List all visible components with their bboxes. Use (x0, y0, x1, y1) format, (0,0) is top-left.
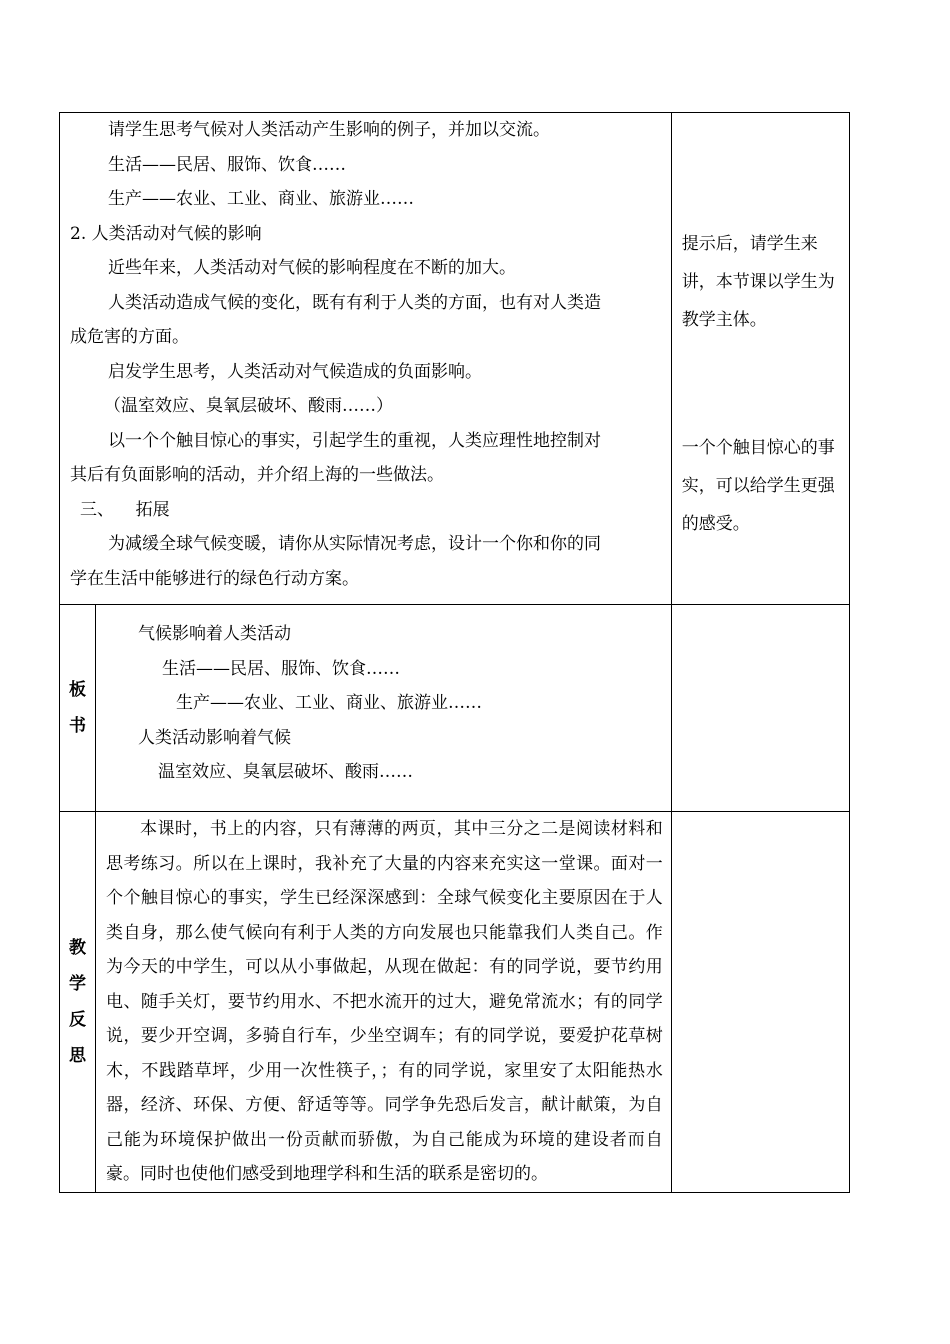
text-line: 成危害的方面。 (70, 327, 189, 347)
label-char: 板 (69, 680, 87, 700)
board-notes (671, 605, 849, 812)
text-line: 学在生活中能够进行的绿色行动方案。 (70, 568, 359, 589)
text-line: 生活——民居、服饰、饮食…… (108, 154, 346, 175)
text-line: 人类活动造成气候的变化，既有有利于人类的方面，也有对人类造 (108, 292, 601, 313)
label-char: 反 (69, 1009, 87, 1030)
board-row (60, 605, 850, 812)
label-char: 书 (69, 716, 87, 736)
label-char: 思 (69, 1045, 87, 1066)
text-line: 以一个个触目惊心的事实，引起学生的重视，人类应理性地控制对 (108, 430, 601, 451)
board-line: 温室效应、臭氧层破坏、酸雨…… (158, 762, 414, 782)
label-char: 教 (69, 937, 87, 958)
board-line: 生产——农业、工业、商业、旅游业…… (176, 693, 483, 713)
teaching-note: 提示后，请学生来讲，本节课以学生为教学主体。 (681, 234, 835, 330)
top-section-row (60, 113, 850, 605)
text-line: 生产——农业、工业、商业、旅游业…… (108, 189, 414, 209)
reflection-text: 本课时，书上的内容，只有薄薄的两页，其中三分之二是阅读材料和思考练习。所以在上课时，我补充了大量的内容来充实这一堂课。面对一个个触目惊心的事实，学生已经深深感到：全球气候变化主要原因在于人类自身，那么使气候向有利于人类的方向发展也只能靠我们人类自己。作为今天的中学生，可以从小事做起，从现在做起：有的同学说，要节约用电、随手关灯，要节约用水、不把水流开的过大，避免常流水；有的同学说，要少开空调，多骑自行车，少坐空调车；有的同学说，要爱护花草树木，不践踏草坪，少用一次性筷子，；有的同学说，家里安了太阳能热水器，经济、环保、方便、舒适等等。同学争先恐后发言，献计献策，为自己能为环境保护做出一份贡献而骄傲，为自己能成为环境的建设者而自豪。同时也使他们感受到地理学科和生活的联系是密切的。 (106, 819, 663, 1184)
text-line: 近些年来，人类活动对气候的影响程度在不断的加大。 (108, 258, 516, 278)
board-line: 人类活动影响着气候 (138, 727, 292, 748)
section-heading: 2. 人类活动对气候的影响 (70, 223, 262, 244)
text-line: 启发学生思考，人类活动对气候造成的负面影响。 (108, 361, 482, 382)
reflection-content (96, 812, 672, 1193)
teaching-note: 一个个触目惊心的事实，可以给学生更强的感受。 (681, 438, 835, 534)
text-line: （温室效应、臭氧层破坏、酸雨……） (104, 396, 393, 416)
text-line: 请学生思考气候对人类活动产生影响的例子，并加以交流。 (108, 120, 550, 140)
lesson-plan-table (59, 112, 850, 1193)
label-char: 学 (69, 973, 87, 994)
board-content (96, 605, 672, 812)
board-line: 气候影响着人类活动 (138, 624, 292, 644)
text-line: 为减缓全球气候变暖，请你从实际情况考虑，设计一个你和你的同 (108, 534, 601, 554)
top-section-content (60, 113, 672, 605)
top-section-notes (671, 113, 849, 605)
text-line: 其后有负面影响的活动，并介绍上海的一些做法。 (70, 465, 444, 485)
section-heading: 三、 拓展 (80, 499, 170, 520)
board-line: 生活——民居、服饰、饮食…… (162, 658, 401, 679)
board-label (60, 605, 96, 812)
reflection-row (60, 812, 850, 1193)
reflection-label (60, 812, 96, 1193)
reflection-notes (671, 812, 849, 1193)
